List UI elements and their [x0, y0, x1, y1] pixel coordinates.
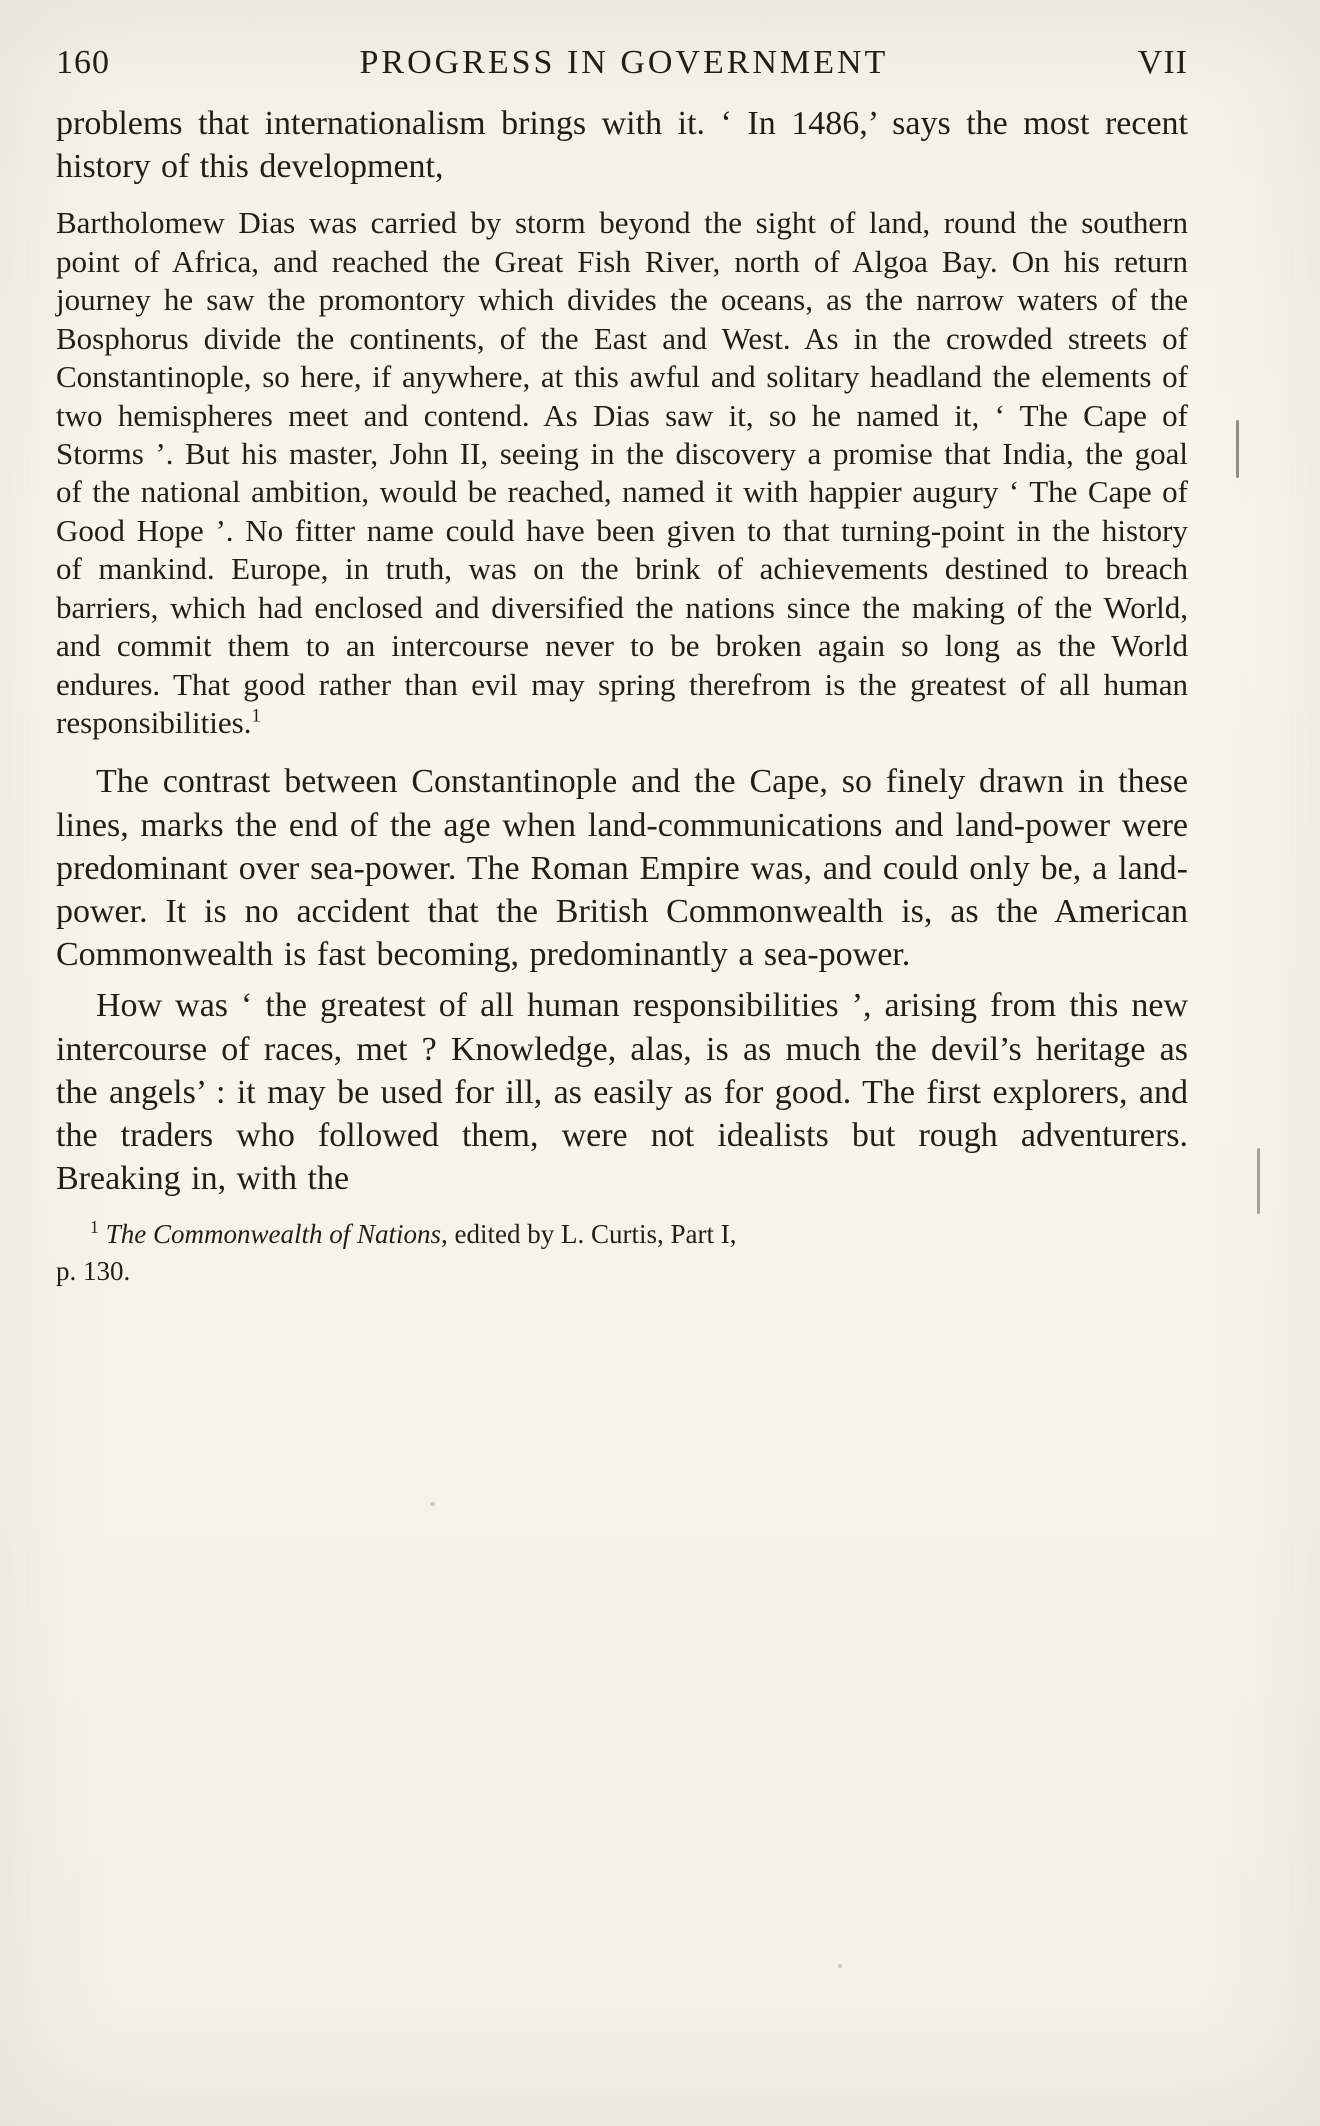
paragraph-2: The contrast between Constantinople and the Cape, so finely drawn in these lines, marks the end of the age when land-communications and land-power were predominant over sea-power. The Roman Empire was, and could only be, a land-power. It is no accident that the British Commonwealth is, as the American Commonwealth is fast becoming, predominantly a sea-power.	[56, 763, 1188, 974]
scan-speck-2	[838, 1964, 842, 1968]
footnote-page-ref: p. 130.	[56, 1255, 131, 1286]
page-number: 160	[56, 44, 110, 81]
footnote	[56, 1216, 1188, 1289]
footnote-reference: 1	[251, 705, 261, 727]
footnote-line	[56, 1216, 1188, 1252]
scan-speck-1	[430, 1502, 435, 1506]
chapter-numeral: VII	[1137, 44, 1188, 81]
page-body	[56, 102, 1188, 1289]
running-header	[56, 44, 1188, 82]
running-title: PROGRESS IN GOVERNMENT	[359, 44, 889, 81]
quote-text: Bartholomew Dias was carried by storm beyond the sight of land, round the southern point of Africa, and reached the Great Fish River, north of Algoa Bay. On his return journey he saw the promontory which divides the oceans, as the narrow waters of the Bosphorus divide the continents, of the East and West. As in the crowded streets of Constantinople, so here, if anywhere, at this awful and solitary headland the elements of two hemispheres meet and contend. As Dias saw it, so he named it, ‘ The Cape of Storms ’. But his master, John II, seeing in the discovery a promise that India, the goal of the national ambition, would be reached, named it with happier augury ‘ The Cape of Good Hope ’. No fitter name could have been given to that turning-point in the history of mankind. Europe, in truth, was on the brink of achievements destined to breach barriers, which had enclosed and diversified the nations since the making of the World, and commit them to an intercourse never to be broken again so long as the World endures. That good rather than evil may spring therefrom is the greatest of all human responsibilities.	[56, 205, 1188, 741]
paragraph-3: How was ‘ the greatest of all human responsibilities ’, arising from this new intercourse of races, met ? Knowledge, alas, is as much the devil’s heritage as the angels’ : it may be used for ill, as easily as for good. The first explorers, and the traders who followed them, were not idealists but rough adventurers. Breaking in, with the	[56, 987, 1188, 1198]
footnote-marker: 1	[90, 1217, 99, 1238]
scan-artifact-1	[1236, 420, 1239, 478]
footnote-credit: edited by L. Curtis, Part I,	[447, 1219, 737, 1250]
footnote-work-title: The Commonwealth of Nations,	[105, 1219, 448, 1250]
paragraph-continuation: problems that internationalism brings with it. ‘ In 1486,’ says the most recent history of this development,	[56, 105, 1188, 186]
block-quote	[56, 204, 1188, 742]
scan-artifact-2	[1257, 1148, 1260, 1214]
